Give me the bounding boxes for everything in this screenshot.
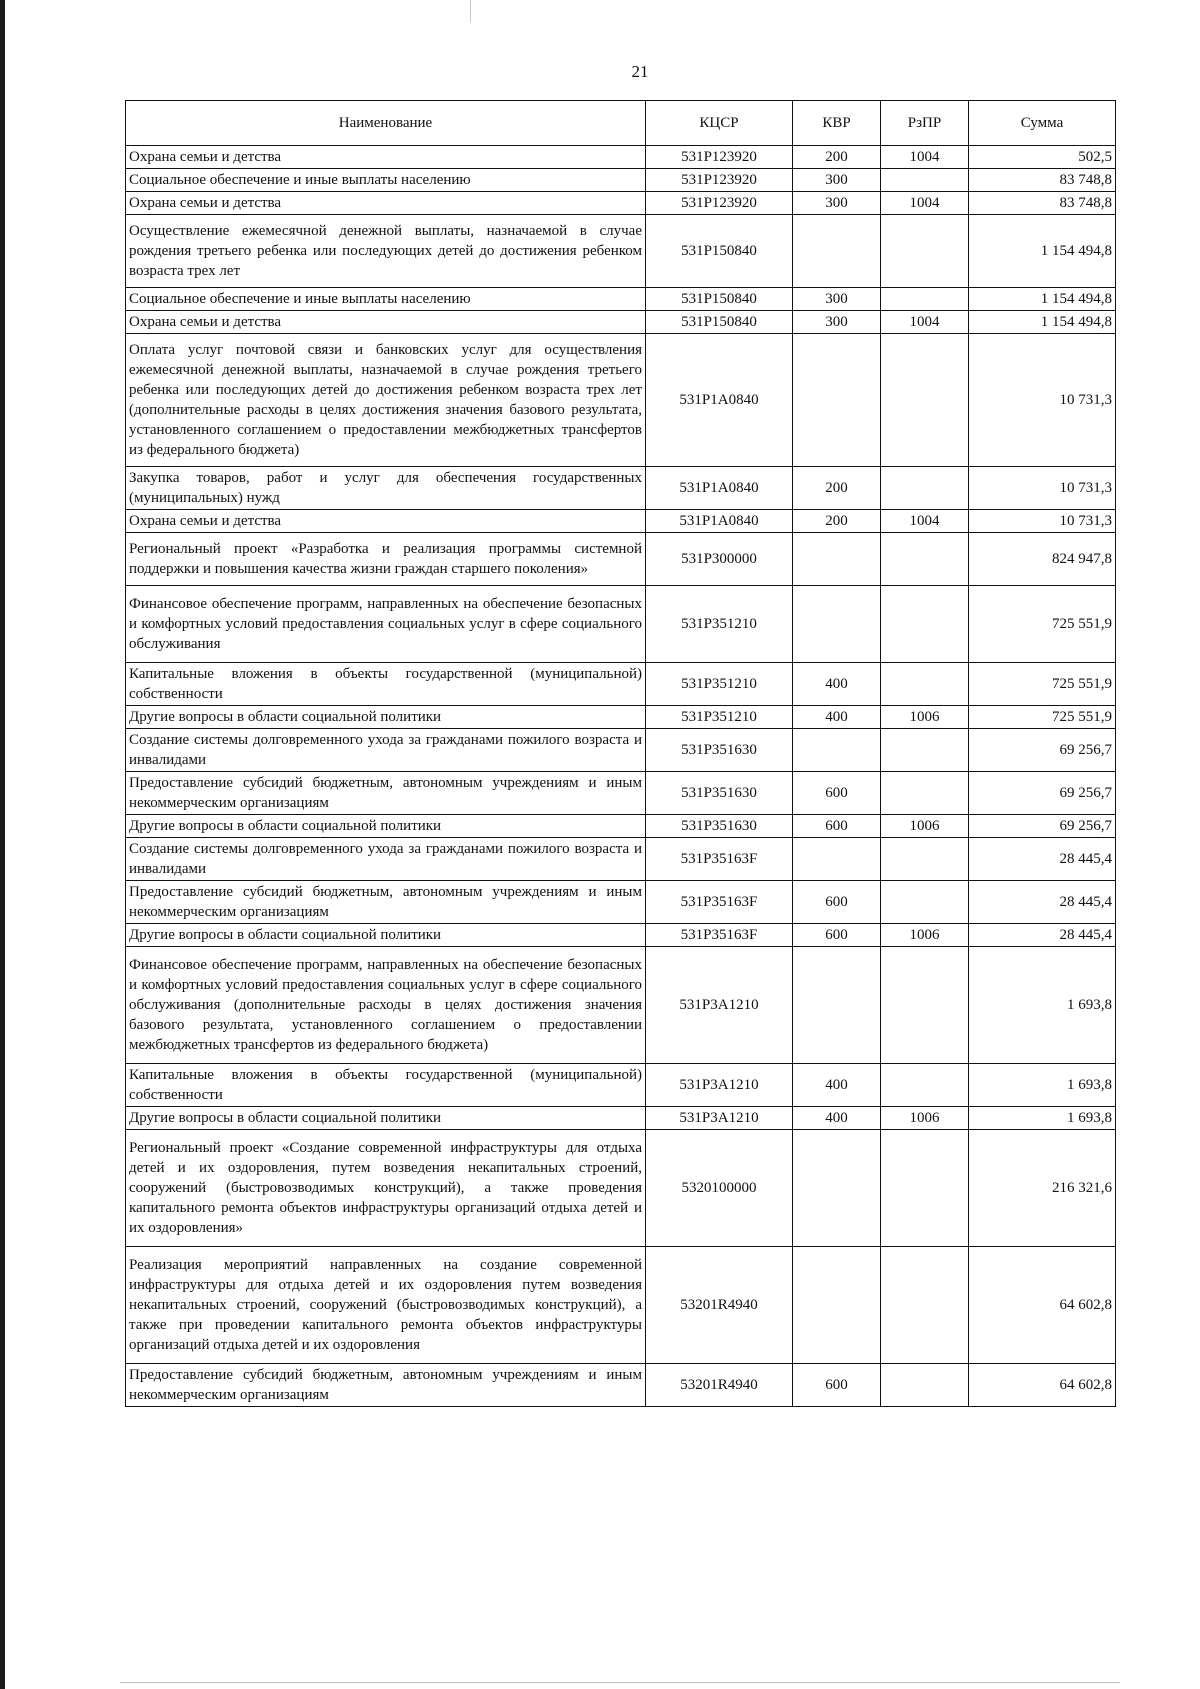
cell-kcsr: 531P351630	[646, 815, 793, 838]
table-row	[126, 729, 1116, 772]
cell-rzpr	[881, 533, 969, 586]
cell-kcsr: 531P351210	[646, 586, 793, 663]
header-rzpr: РзПР	[881, 101, 969, 146]
cell-kvr	[793, 947, 881, 1064]
cell-sum: 1 154 494,8	[969, 311, 1116, 334]
cell-rzpr	[881, 881, 969, 924]
cell-kcsr: 531P351210	[646, 663, 793, 706]
table-row	[126, 169, 1116, 192]
cell-name: Охрана семьи и детства	[126, 510, 646, 533]
cell-name: Финансовое обеспечение программ, направленных на обеспечение безопасных и комфортных условий предоставления социальных услуг в сфере социального обслуживания (дополнительные расходы в целях достижения значения базового результата, установленного соглашением о предоставлении межбюджетных трансфертов из федерального бюджета)	[126, 947, 646, 1064]
cell-name: Региональный проект «Разработка и реализация программы системной поддержки и повышения качества жизни граждан старшего поколения»	[126, 533, 646, 586]
cell-rzpr	[881, 169, 969, 192]
cell-rzpr: 1006	[881, 1107, 969, 1130]
cell-name: Финансовое обеспечение программ, направленных на обеспечение безопасных и комфортных условий предоставления социальных услуг в сфере социального обслуживания	[126, 586, 646, 663]
cell-sum: 69 256,7	[969, 729, 1116, 772]
table-row	[126, 146, 1116, 169]
cell-sum: 1 693,8	[969, 1107, 1116, 1130]
cell-sum: 83 748,8	[969, 169, 1116, 192]
cell-rzpr	[881, 288, 969, 311]
cell-kcsr: 531P123920	[646, 169, 793, 192]
cell-name: Другие вопросы в области социальной политики	[126, 815, 646, 838]
table-row	[126, 1107, 1116, 1130]
cell-rzpr: 1006	[881, 706, 969, 729]
cell-kvr	[793, 334, 881, 467]
table-row	[126, 192, 1116, 215]
cell-kcsr: 531P351210	[646, 706, 793, 729]
cell-kvr: 600	[793, 924, 881, 947]
cell-name: Реализация мероприятий направленных на создание современной инфраструктуры для отдыха детей и их оздоровления путем возведения некапитальных строений, сооружений (быстровозводимых конструкций), а также при проведении капитального ремонта объектов инфраструктуры организаций отдыха детей и их оздоровления	[126, 1247, 646, 1364]
table-row	[126, 663, 1116, 706]
cell-sum: 64 602,8	[969, 1247, 1116, 1364]
cell-name: Социальное обеспечение и иные выплаты населению	[126, 169, 646, 192]
table-row	[126, 706, 1116, 729]
cell-kvr: 400	[793, 663, 881, 706]
cell-name: Другие вопросы в области социальной политики	[126, 1107, 646, 1130]
scan-edge	[0, 0, 5, 1689]
table-row	[126, 947, 1116, 1064]
cell-kvr: 300	[793, 288, 881, 311]
cell-kcsr: 531P1A0840	[646, 510, 793, 533]
table-row	[126, 838, 1116, 881]
cell-kvr: 600	[793, 1364, 881, 1407]
cell-rzpr	[881, 1130, 969, 1247]
cell-sum: 1 693,8	[969, 1064, 1116, 1107]
cell-sum: 64 602,8	[969, 1364, 1116, 1407]
table-row	[126, 533, 1116, 586]
cell-name: Капитальные вложения в объекты государственной (муниципальной) собственности	[126, 663, 646, 706]
table-header-row	[126, 101, 1116, 146]
cell-rzpr	[881, 663, 969, 706]
table-row	[126, 311, 1116, 334]
cell-rzpr	[881, 1247, 969, 1364]
header-name: Наименование	[126, 101, 646, 146]
cell-rzpr	[881, 947, 969, 1064]
cell-name: Социальное обеспечение и иные выплаты населению	[126, 288, 646, 311]
cell-rzpr: 1004	[881, 311, 969, 334]
cell-kcsr: 531P150840	[646, 288, 793, 311]
cell-kvr: 400	[793, 1107, 881, 1130]
cell-rzpr: 1006	[881, 924, 969, 947]
cell-sum: 10 731,3	[969, 510, 1116, 533]
cell-kvr: 200	[793, 146, 881, 169]
cell-name: Другие вопросы в области социальной политики	[126, 706, 646, 729]
table-row	[126, 1064, 1116, 1107]
cell-sum: 10 731,3	[969, 467, 1116, 510]
table-row	[126, 215, 1116, 288]
cell-kvr: 400	[793, 706, 881, 729]
table-row	[126, 1130, 1116, 1247]
cell-kvr: 300	[793, 169, 881, 192]
cell-sum: 10 731,3	[969, 334, 1116, 467]
table-row	[126, 467, 1116, 510]
table-row	[126, 1247, 1116, 1364]
cell-kvr	[793, 729, 881, 772]
cell-name: Другие вопросы в области социальной политики	[126, 924, 646, 947]
cell-kvr: 300	[793, 192, 881, 215]
cell-kvr	[793, 586, 881, 663]
cell-sum: 69 256,7	[969, 772, 1116, 815]
header-kcsr: КЦСР	[646, 101, 793, 146]
cell-kvr: 300	[793, 311, 881, 334]
cell-sum: 1 154 494,8	[969, 215, 1116, 288]
cell-rzpr: 1004	[881, 146, 969, 169]
cell-kvr	[793, 533, 881, 586]
table-row	[126, 586, 1116, 663]
cell-sum: 824 947,8	[969, 533, 1116, 586]
table-row	[126, 288, 1116, 311]
cell-sum: 216 321,6	[969, 1130, 1116, 1247]
cell-name: Оплата услуг почтовой связи и банковских услуг для осуществления ежемесячной денежной выплаты, назначаемой в случае рождения третьего ребенка или последующих детей до достижения ребенком возраста трех лет (дополнительные расходы в целях достижения значения базового результата, установленного соглашением о предоставлении межбюджетных трансфертов из федерального бюджета)	[126, 334, 646, 467]
cell-rzpr	[881, 1364, 969, 1407]
cell-rzpr	[881, 586, 969, 663]
cell-name: Осуществление ежемесячной денежной выплаты, назначаемой в случае рождения третьего ребенка или последующих детей до достижения ребенком возраста трех лет	[126, 215, 646, 288]
cell-kcsr: 531P35163F	[646, 838, 793, 881]
cell-name: Региональный проект «Создание современной инфраструктуры для отдыха детей и их оздоровления, путем возведения некапитальных строений, сооружений (быстровозводимых конструкций), а также проведения капитального ремонта объектов инфраструктуры организаций отдыха детей и их оздоровления»	[126, 1130, 646, 1247]
cell-kcsr: 531P1A0840	[646, 467, 793, 510]
cell-sum: 502,5	[969, 146, 1116, 169]
table-row	[126, 334, 1116, 467]
cell-rzpr	[881, 215, 969, 288]
cell-sum: 1 693,8	[969, 947, 1116, 1064]
cell-kcsr: 531P300000	[646, 533, 793, 586]
cell-sum: 725 551,9	[969, 663, 1116, 706]
cell-rzpr	[881, 334, 969, 467]
cell-rzpr	[881, 838, 969, 881]
cell-kcsr: 531P123920	[646, 146, 793, 169]
cell-kcsr: 531P3A1210	[646, 1107, 793, 1130]
cell-kvr	[793, 838, 881, 881]
cell-rzpr: 1004	[881, 192, 969, 215]
cell-name: Охрана семьи и детства	[126, 311, 646, 334]
cell-name: Капитальные вложения в объекты государственной (муниципальной) собственности	[126, 1064, 646, 1107]
cell-kcsr: 531P3A1210	[646, 1064, 793, 1107]
budget-table	[125, 100, 1116, 1407]
cell-rzpr	[881, 1064, 969, 1107]
cell-name: Охрана семьи и детства	[126, 146, 646, 169]
cell-rzpr: 1006	[881, 815, 969, 838]
cell-kcsr: 531P150840	[646, 215, 793, 288]
table-row	[126, 881, 1116, 924]
cell-kvr: 400	[793, 1064, 881, 1107]
cell-name: Создание системы долговременного ухода за гражданами пожилого возраста и инвалидами	[126, 729, 646, 772]
cell-kcsr: 531P3A1210	[646, 947, 793, 1064]
cell-kcsr: 531P35163F	[646, 881, 793, 924]
cell-sum: 28 445,4	[969, 838, 1116, 881]
cell-sum: 725 551,9	[969, 586, 1116, 663]
cell-sum: 725 551,9	[969, 706, 1116, 729]
cell-kvr: 600	[793, 881, 881, 924]
cell-sum: 83 748,8	[969, 192, 1116, 215]
cell-sum: 28 445,4	[969, 881, 1116, 924]
cell-kcsr: 5320100000	[646, 1130, 793, 1247]
cell-sum: 28 445,4	[969, 924, 1116, 947]
cell-kvr	[793, 1130, 881, 1247]
cell-kcsr: 53201R4940	[646, 1364, 793, 1407]
cell-name: Предоставление субсидий бюджетным, автономным учреждениям и иным некоммерческим организациям	[126, 772, 646, 815]
cell-name: Предоставление субсидий бюджетным, автономным учреждениям и иным некоммерческим организациям	[126, 881, 646, 924]
cell-name: Закупка товаров, работ и услуг для обеспечения государственных (муниципальных) нужд	[126, 467, 646, 510]
cell-sum: 1 154 494,8	[969, 288, 1116, 311]
header-sum: Сумма	[969, 101, 1116, 146]
cell-kvr: 200	[793, 510, 881, 533]
cell-kvr: 600	[793, 815, 881, 838]
header-kvr: КВР	[793, 101, 881, 146]
cell-kcsr: 531P1A0840	[646, 334, 793, 467]
cell-kcsr: 531P123920	[646, 192, 793, 215]
cell-kcsr: 53201R4940	[646, 1247, 793, 1364]
cell-name: Охрана семьи и детства	[126, 192, 646, 215]
cell-rzpr	[881, 729, 969, 772]
table-row	[126, 815, 1116, 838]
page-number: 21	[631, 62, 649, 81]
table-row	[126, 1364, 1116, 1407]
scan-mark	[470, 0, 471, 22]
cell-kcsr: 531P35163F	[646, 924, 793, 947]
cell-rzpr	[881, 467, 969, 510]
cell-kvr: 600	[793, 772, 881, 815]
table-row	[126, 772, 1116, 815]
cell-kcsr: 531P351630	[646, 772, 793, 815]
table-row	[126, 924, 1116, 947]
cell-name: Создание системы долговременного ухода за гражданами пожилого возраста и инвалидами	[126, 838, 646, 881]
scan-bottom-line	[120, 1682, 1120, 1683]
cell-name: Предоставление субсидий бюджетным, автономным учреждениям и иным некоммерческим организациям	[126, 1364, 646, 1407]
table-row	[126, 510, 1116, 533]
cell-rzpr	[881, 772, 969, 815]
cell-kvr	[793, 1247, 881, 1364]
cell-kcsr: 531P150840	[646, 311, 793, 334]
cell-kvr: 200	[793, 467, 881, 510]
cell-sum: 69 256,7	[969, 815, 1116, 838]
cell-kvr	[793, 215, 881, 288]
cell-rzpr: 1004	[881, 510, 969, 533]
cell-kcsr: 531P351630	[646, 729, 793, 772]
